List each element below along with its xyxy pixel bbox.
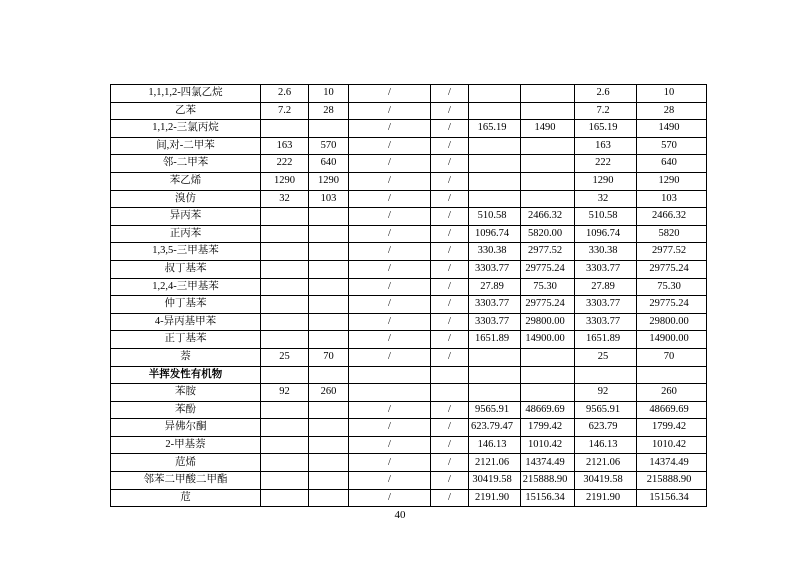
value-cell-c3: / <box>349 120 431 138</box>
empty-cell <box>469 366 521 384</box>
value-cell-c6 <box>521 190 575 208</box>
value-cell-c8: 1290 <box>637 172 707 190</box>
value-cell-c5: 30419.58 <box>469 472 521 490</box>
table-row <box>111 155 707 173</box>
value-cell-c2 <box>309 296 349 314</box>
value-cell-c7: 2121.06 <box>575 454 637 472</box>
value-cell-c2 <box>309 436 349 454</box>
table-row <box>111 120 707 138</box>
value-cell-c5 <box>469 172 521 190</box>
value-cell-c1 <box>261 313 309 331</box>
value-cell-c5: 3303.77 <box>469 260 521 278</box>
value-cell-c2: 1290 <box>309 172 349 190</box>
value-cell-c7: 146.13 <box>575 436 637 454</box>
page-number: 40 <box>394 509 406 521</box>
value-cell-c5 <box>469 155 521 173</box>
substance-name: 苯酚 <box>111 401 261 419</box>
value-cell-c4: / <box>431 208 469 226</box>
value-cell-c7: 623.79 <box>575 419 637 437</box>
substance-name: 溴仿 <box>111 190 261 208</box>
value-cell-c3 <box>349 384 431 402</box>
substance-name: 萘 <box>111 348 261 366</box>
value-cell-c7: 2.6 <box>575 85 637 103</box>
table-row <box>111 419 707 437</box>
value-cell-c2: 640 <box>309 155 349 173</box>
value-cell-c4 <box>431 384 469 402</box>
value-cell-c5 <box>469 190 521 208</box>
value-cell-c1 <box>261 208 309 226</box>
value-cell-c4: / <box>431 172 469 190</box>
substance-name: 叔丁基苯 <box>111 260 261 278</box>
substance-name: 苊烯 <box>111 454 261 472</box>
table-row <box>111 401 707 419</box>
value-cell-c7: 3303.77 <box>575 313 637 331</box>
substance-name: 邻苯二甲酸二甲酯 <box>111 472 261 490</box>
value-cell-c5 <box>469 348 521 366</box>
value-cell-c3: / <box>349 208 431 226</box>
value-cell-c5: 510.58 <box>469 208 521 226</box>
table-row <box>111 489 707 507</box>
table-row <box>111 190 707 208</box>
value-cell-c5 <box>469 102 521 120</box>
value-cell-c6: 2977.52 <box>521 243 575 261</box>
value-cell-c4: / <box>431 489 469 507</box>
value-cell-c8: 1799.42 <box>637 419 707 437</box>
value-cell-c6: 215888.90 <box>521 472 575 490</box>
value-cell-c8: 29775.24 <box>637 296 707 314</box>
value-cell-c3: / <box>349 436 431 454</box>
substance-name: 2-甲基萘 <box>111 436 261 454</box>
value-cell-c2 <box>309 454 349 472</box>
value-cell-c1 <box>261 225 309 243</box>
value-cell-c6: 29800.00 <box>521 313 575 331</box>
value-cell-c2: 103 <box>309 190 349 208</box>
value-cell-c1 <box>261 260 309 278</box>
value-cell-c1 <box>261 436 309 454</box>
value-cell-c8: 5820 <box>637 225 707 243</box>
value-cell-c4: / <box>431 260 469 278</box>
value-cell-c6: 1799.42 <box>521 419 575 437</box>
substance-name: 异丙苯 <box>111 208 261 226</box>
value-cell-c8: 10 <box>637 85 707 103</box>
value-cell-c8: 14900.00 <box>637 331 707 349</box>
table-row <box>111 436 707 454</box>
value-cell-c8: 1490 <box>637 120 707 138</box>
value-cell-c8: 29775.24 <box>637 260 707 278</box>
section-title: 半挥发性有机物 <box>111 366 261 384</box>
value-cell-c7: 165.19 <box>575 120 637 138</box>
value-cell-c3: / <box>349 260 431 278</box>
value-cell-c5: 1651.89 <box>469 331 521 349</box>
substance-name: 1,1,2-三氯丙烷 <box>111 120 261 138</box>
value-cell-c4: / <box>431 472 469 490</box>
value-cell-c6: 14900.00 <box>521 331 575 349</box>
substance-name: 邻-二甲苯 <box>111 155 261 173</box>
value-cell-c6 <box>521 172 575 190</box>
empty-cell <box>309 366 349 384</box>
value-cell-c1 <box>261 120 309 138</box>
table-row <box>111 85 707 103</box>
value-cell-c6 <box>521 348 575 366</box>
value-cell-c2: 570 <box>309 137 349 155</box>
substance-name: 乙苯 <box>111 102 261 120</box>
value-cell-c3: / <box>349 102 431 120</box>
value-cell-c7: 2191.90 <box>575 489 637 507</box>
value-cell-c8: 75.30 <box>637 278 707 296</box>
substance-name: 苯乙烯 <box>111 172 261 190</box>
value-cell-c4: / <box>431 137 469 155</box>
value-cell-c2 <box>309 278 349 296</box>
value-cell-c6: 14374.49 <box>521 454 575 472</box>
value-cell-c4: / <box>431 190 469 208</box>
value-cell-c1: 7.2 <box>261 102 309 120</box>
value-cell-c1: 1290 <box>261 172 309 190</box>
value-cell-c6: 29775.24 <box>521 296 575 314</box>
table-row <box>111 313 707 331</box>
value-cell-c4: / <box>431 436 469 454</box>
value-cell-c5: 623.79.47 <box>469 419 521 437</box>
value-cell-c5: 2191.90 <box>469 489 521 507</box>
value-cell-c6: 5820.00 <box>521 225 575 243</box>
value-cell-c2: 28 <box>309 102 349 120</box>
value-cell-c2 <box>309 208 349 226</box>
value-cell-c1: 92 <box>261 384 309 402</box>
value-cell-c1 <box>261 489 309 507</box>
value-cell-c3: / <box>349 172 431 190</box>
value-cell-c3: / <box>349 278 431 296</box>
value-cell-c3: / <box>349 419 431 437</box>
value-cell-c3: / <box>349 331 431 349</box>
value-cell-c4: / <box>431 419 469 437</box>
value-cell-c6: 1490 <box>521 120 575 138</box>
value-cell-c5 <box>469 85 521 103</box>
value-cell-c7: 510.58 <box>575 208 637 226</box>
value-cell-c4: / <box>431 331 469 349</box>
value-cell-c5: 330.38 <box>469 243 521 261</box>
value-cell-c1: 222 <box>261 155 309 173</box>
value-cell-c1 <box>261 454 309 472</box>
substance-name: 正丁基苯 <box>111 331 261 349</box>
empty-cell <box>637 366 707 384</box>
value-cell-c4: / <box>431 225 469 243</box>
value-cell-c3: / <box>349 296 431 314</box>
table-row <box>111 260 707 278</box>
substance-name: 苊 <box>111 489 261 507</box>
value-cell-c7: 330.38 <box>575 243 637 261</box>
table-row <box>111 296 707 314</box>
value-cell-c8: 14374.49 <box>637 454 707 472</box>
value-cell-c2 <box>309 419 349 437</box>
value-cell-c2 <box>309 313 349 331</box>
value-cell-c5: 27.89 <box>469 278 521 296</box>
value-cell-c2 <box>309 120 349 138</box>
value-cell-c7: 9565.91 <box>575 401 637 419</box>
value-cell-c5: 9565.91 <box>469 401 521 419</box>
value-cell-c3: / <box>349 85 431 103</box>
value-cell-c3: / <box>349 313 431 331</box>
value-cell-c8: 103 <box>637 190 707 208</box>
value-cell-c6 <box>521 85 575 103</box>
table-row <box>111 454 707 472</box>
value-cell-c2 <box>309 401 349 419</box>
value-cell-c4: / <box>431 278 469 296</box>
value-cell-c8: 570 <box>637 137 707 155</box>
value-cell-c7: 1651.89 <box>575 331 637 349</box>
value-cell-c7: 1096.74 <box>575 225 637 243</box>
value-cell-c6: 29775.24 <box>521 260 575 278</box>
substance-name: 苯胺 <box>111 384 261 402</box>
value-cell-c8: 2466.32 <box>637 208 707 226</box>
value-cell-c5: 146.13 <box>469 436 521 454</box>
value-cell-c7: 32 <box>575 190 637 208</box>
substance-name: 仲丁基苯 <box>111 296 261 314</box>
table-row <box>111 243 707 261</box>
value-cell-c5 <box>469 137 521 155</box>
value-cell-c1 <box>261 401 309 419</box>
value-cell-c8: 640 <box>637 155 707 173</box>
value-cell-c2: 10 <box>309 85 349 103</box>
value-cell-c1 <box>261 472 309 490</box>
value-cell-c8: 260 <box>637 384 707 402</box>
table-row <box>111 102 707 120</box>
value-cell-c5: 2121.06 <box>469 454 521 472</box>
value-cell-c3: / <box>349 225 431 243</box>
table-row <box>111 384 707 402</box>
value-cell-c7: 7.2 <box>575 102 637 120</box>
value-cell-c7: 163 <box>575 137 637 155</box>
value-cell-c4: / <box>431 243 469 261</box>
value-cell-c2: 70 <box>309 348 349 366</box>
value-cell-c7: 222 <box>575 155 637 173</box>
pollutant-screening-table <box>110 84 707 507</box>
table-row <box>111 137 707 155</box>
value-cell-c6 <box>521 102 575 120</box>
value-cell-c6: 1010.42 <box>521 436 575 454</box>
empty-cell <box>521 366 575 384</box>
value-cell-c7: 25 <box>575 348 637 366</box>
table-row <box>111 172 707 190</box>
value-cell-c4: / <box>431 313 469 331</box>
value-cell-c8: 215888.90 <box>637 472 707 490</box>
value-cell-c3: / <box>349 348 431 366</box>
value-cell-c4: / <box>431 85 469 103</box>
value-cell-c8: 15156.34 <box>637 489 707 507</box>
value-cell-c2 <box>309 243 349 261</box>
value-cell-c1 <box>261 419 309 437</box>
value-cell-c3: / <box>349 489 431 507</box>
value-cell-c1: 32 <box>261 190 309 208</box>
value-cell-c5: 3303.77 <box>469 296 521 314</box>
value-cell-c6: 2466.32 <box>521 208 575 226</box>
substance-name: 1,2,4-三甲基苯 <box>111 278 261 296</box>
value-cell-c3: / <box>349 190 431 208</box>
substance-name: 1,3,5-三甲基苯 <box>111 243 261 261</box>
value-cell-c3: / <box>349 243 431 261</box>
value-cell-c8: 29800.00 <box>637 313 707 331</box>
table-row <box>111 225 707 243</box>
value-cell-c7: 3303.77 <box>575 296 637 314</box>
value-cell-c5 <box>469 384 521 402</box>
value-cell-c4: / <box>431 296 469 314</box>
value-cell-c7: 30419.58 <box>575 472 637 490</box>
value-cell-c2: 260 <box>309 384 349 402</box>
value-cell-c6: 48669.69 <box>521 401 575 419</box>
value-cell-c4: / <box>431 102 469 120</box>
empty-cell <box>349 366 431 384</box>
value-cell-c6: 15156.34 <box>521 489 575 507</box>
empty-cell <box>431 366 469 384</box>
value-cell-c8: 70 <box>637 348 707 366</box>
value-cell-c1: 163 <box>261 137 309 155</box>
value-cell-c2 <box>309 260 349 278</box>
value-cell-c4: / <box>431 155 469 173</box>
value-cell-c8: 28 <box>637 102 707 120</box>
table-row <box>111 331 707 349</box>
value-cell-c6: 75.30 <box>521 278 575 296</box>
value-cell-c4: / <box>431 401 469 419</box>
value-cell-c2 <box>309 331 349 349</box>
empty-cell <box>575 366 637 384</box>
value-cell-c7: 92 <box>575 384 637 402</box>
value-cell-c6 <box>521 155 575 173</box>
value-cell-c5: 3303.77 <box>469 313 521 331</box>
value-cell-c2 <box>309 225 349 243</box>
value-cell-c5: 165.19 <box>469 120 521 138</box>
value-cell-c4: / <box>431 120 469 138</box>
section-row <box>111 366 707 384</box>
value-cell-c2 <box>309 472 349 490</box>
value-cell-c3: / <box>349 454 431 472</box>
value-cell-c1 <box>261 278 309 296</box>
substance-name: 间,对-二甲苯 <box>111 137 261 155</box>
substance-name: 4-异丙基甲苯 <box>111 313 261 331</box>
value-cell-c1 <box>261 243 309 261</box>
value-cell-c1: 2.6 <box>261 85 309 103</box>
value-cell-c4: / <box>431 348 469 366</box>
value-cell-c5: 1096.74 <box>469 225 521 243</box>
value-cell-c3: / <box>349 155 431 173</box>
table-row <box>111 208 707 226</box>
value-cell-c6 <box>521 137 575 155</box>
value-cell-c7: 3303.77 <box>575 260 637 278</box>
substance-name: 1,1,1,2-四氯乙烷 <box>111 85 261 103</box>
table-row <box>111 278 707 296</box>
value-cell-c6 <box>521 384 575 402</box>
table-row <box>111 472 707 490</box>
value-cell-c8: 1010.42 <box>637 436 707 454</box>
value-cell-c8: 2977.52 <box>637 243 707 261</box>
value-cell-c1 <box>261 331 309 349</box>
table-row <box>111 348 707 366</box>
value-cell-c3: / <box>349 137 431 155</box>
substance-name: 正丙苯 <box>111 225 261 243</box>
empty-cell <box>261 366 309 384</box>
value-cell-c8: 48669.69 <box>637 401 707 419</box>
value-cell-c7: 27.89 <box>575 278 637 296</box>
substance-name: 异佛尔酮 <box>111 419 261 437</box>
value-cell-c1: 25 <box>261 348 309 366</box>
value-cell-c4: / <box>431 454 469 472</box>
value-cell-c2 <box>309 489 349 507</box>
value-cell-c3: / <box>349 472 431 490</box>
value-cell-c7: 1290 <box>575 172 637 190</box>
value-cell-c3: / <box>349 401 431 419</box>
value-cell-c1 <box>261 296 309 314</box>
